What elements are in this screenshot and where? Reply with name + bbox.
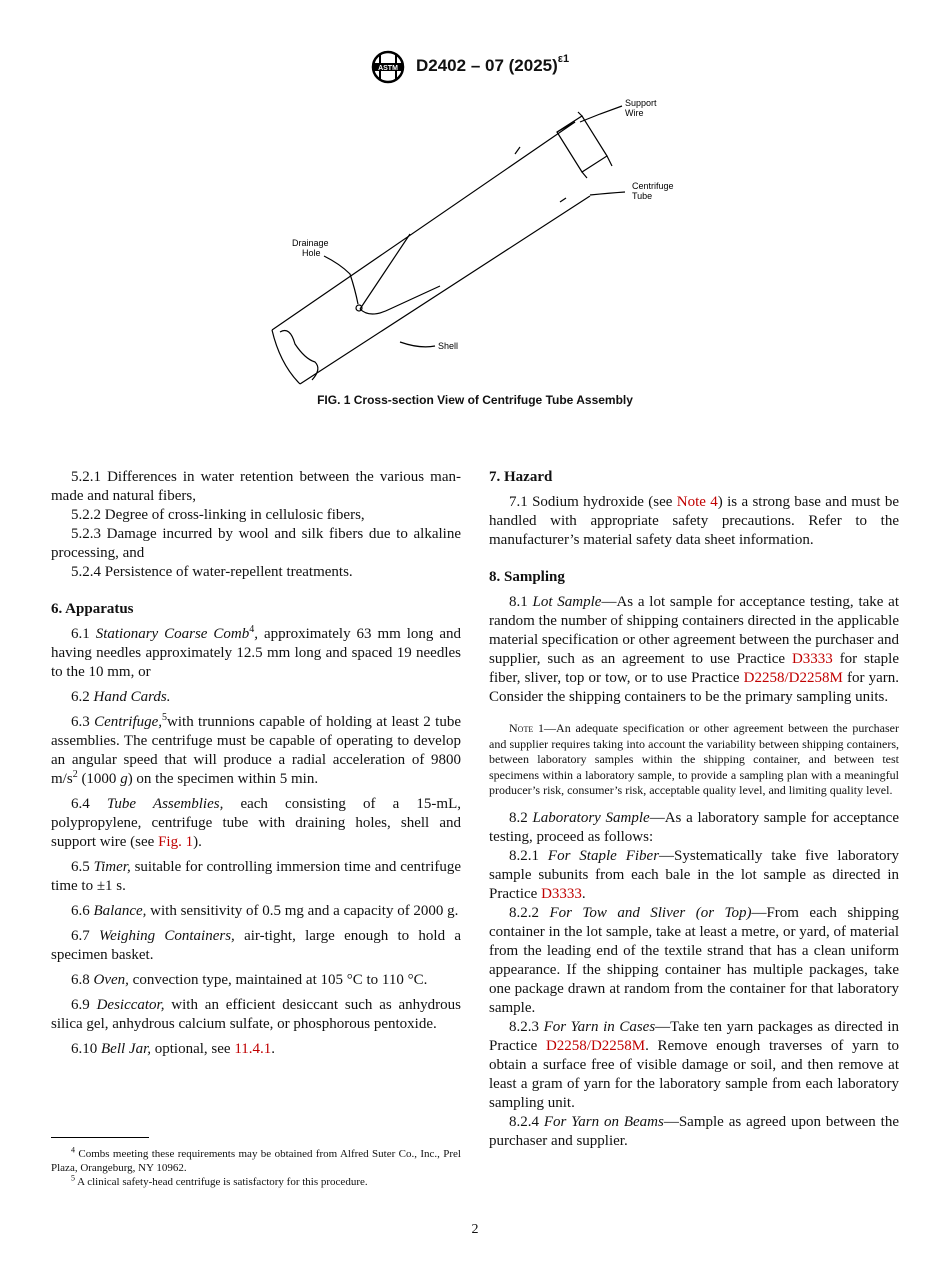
link-d2258-2[interactable]: D2258/D2258M — [545, 1037, 646, 1054]
para-6-1: 6.1 Stationary Coarse Comb$^4$, approximately 63 mm long and having needles approximately 12.5 mm long and spaced 19 needles to the 10 mm, or — [51, 624, 461, 680]
left-column — [51, 468, 461, 1059]
link-d3333-2[interactable]: D3333 — [541, 885, 582, 902]
note-1: Note 1—An adequate specification or other agreement between the purchaser and supplier requires taking into account the variability between shipping containers, between laboratory samples within the shipping container, and between test specimens within a laboratory sample, to provide a sampling plan with a meaningful producer’s risk, consumer’s risk, acceptable quality level, and limiting quality level. — [489, 721, 900, 798]
para-6-3: 6.3 Centrifuge,$^5$with trunnions capable of holding at least 2 tube assemblies. The centrifuge must be capable of operating to develop an angular speed that will produce a radial acceleration of 9800 $m/s^2$ (1000 g) on the specimen within 5 min. — [51, 712, 461, 787]
para-6-5: 6.5 Timer, suitable for controlling immersion time and centrifuge time to ±1 s. — [51, 859, 462, 894]
link-fig-1[interactable]: Fig. 1 — [158, 834, 194, 850]
para-8-2-3: 8.2.3 For Yarn in Cases—Take ten yarn packages as directed in Practice D2258/D2258M. Remove enough traverses of yarn to obtain a surface free of visible damage or soil, and then remove at least a gram of yarn for the laboratory sample from each laboratory sampling unit. — [489, 1018, 900, 1111]
para-5-2-1: 5.2.1 Differences in water retention between the various man-made and natural fibers, — [51, 469, 461, 504]
para-6-10: 6.10 Bell Jar, optional, see 11.4.1. — [71, 1041, 276, 1057]
link-d2258[interactable]: D2258/D2258M — [743, 670, 843, 686]
label-centrifuge-tube-line1: Centrifuge — [632, 181, 674, 191]
designation-superscript: ε1 — [557, 53, 570, 66]
label-drainage-hole-line2: Hole — [302, 248, 321, 258]
para-6-9: 6.9 Desiccator, with an efficient desiccant such as anhydrous silica gel, anhydrous calcium sulfate, or phosphorous pentoxide. — [51, 997, 462, 1032]
figure-caption: FIG. 1 Cross-section View of Centrifuge Tube Assembly — [317, 393, 633, 407]
para-6-2: 6.2 Hand Cards. — [71, 689, 171, 705]
footnote-divider — [51, 1137, 149, 1138]
label-support-wire-line1: Support — [625, 98, 657, 108]
section-heading-sampling: 8. Sampling — [489, 569, 565, 585]
para-8-2-2: 8.2.2 For Tow and Sliver (or Top)—From each shipping container in the lot sample, take at least a metre, or yard, of material from the leading end of the textile strand that has a clean uniform appearance. If the shipping container has multiple packages, take one package drawn at random from the container for that laboratory sample. — [489, 904, 899, 1016]
para-8-2-1: 8.2.1 For Staple Fiber—Systematically take five laboratory sample subunits from each bale in the lot sample as directed in Practice D3333. — [489, 847, 899, 902]
page-number: 2 — [471, 1222, 479, 1237]
para-6-8: 6.8 Oven, convection type, maintained at 105 °C to 110 °C. — [71, 972, 428, 988]
para-8-1: 8.1 Lot Sample—As a lot sample for acceptance testing, take at random the number of shipping containers directed in the applicable material specification or other agreement between the purchaser and supplier, such as an agreement to use Practice D3333 for staple fiber, sliver, top or tow, or to use Practice D2258/D2258M for yarn. Consider the shipping containers to be the primary sampling units. — [489, 594, 900, 705]
label-shell: Shell — [438, 341, 459, 351]
footnotes — [51, 1137, 461, 1189]
label-support-wire-line2: Wire — [625, 108, 644, 118]
page-header — [0, 50, 950, 86]
section-heading-apparatus: 6. Apparatus — [51, 601, 134, 617]
link-11-4-1[interactable]: 11.4.1 — [234, 1041, 272, 1057]
para-8-2-4: 8.2.4 For Yarn on Beams—Sample as agreed upon between the purchaser and supplier. — [489, 1113, 900, 1149]
footnote-4: $^4$ Combs meeting these requirements may be obtained from Alfred Suter Co., Inc., Prel Plaza, Orangeburg, NY 10962. — [51, 1145, 461, 1174]
right-column — [489, 468, 899, 1151]
para-7-1: 7.1 Sodium hydroxide (see Note 4) is a strong base and must be handled with appropriate safety precautions. Refer to the manufacturer’s material safety data sheet information. — [489, 494, 899, 548]
link-note-4[interactable]: Note 4 — [676, 494, 718, 510]
designation-text: D2402 – 07 (2025) — [416, 56, 558, 75]
logo-text: ASTM — [378, 65, 398, 72]
document-designation — [416, 53, 570, 76]
link-d3333[interactable]: D3333 — [791, 651, 833, 667]
footnote-ref-5[interactable]: 5 — [162, 712, 168, 723]
para-5-2-3: 5.2.3 Damage incurred by wool and silk fibers due to alkaline processing, and — [51, 526, 461, 561]
astm-logo-icon — [371, 50, 409, 84]
para-5-2-2: 5.2.2 Degree of cross-linking in cellulosic fibers, — [71, 507, 365, 523]
para-5-2-4: 5.2.4 Persistence of water-repellent treatments. — [71, 564, 353, 580]
para-6-7: 6.7 Weighing Containers, air-tight, large enough to hold a specimen basket. — [51, 928, 461, 963]
figure-centrifuge-tube — [260, 94, 700, 394]
section-heading-hazard: 7. Hazard — [489, 469, 553, 485]
para-8-2: 8.2 Laboratory Sample—As a laboratory sample for acceptance testing, proceed as follows: — [489, 809, 899, 845]
para-6-6: 6.6 Balance, with sensitivity of 0.5 mg and a capacity of 2000 g. — [71, 903, 459, 919]
label-centrifuge-tube-line2: Tube — [632, 191, 653, 201]
para-6-4: 6.4 Tube Assemblies, each consisting of a 15-mL, polypropylene, centrifuge tube with draining holes, shell and support wire (see Fig. 1). — [51, 796, 462, 850]
footnote-5: $^5$ A clinical safety-head centrifuge is satisfactory for this procedure. — [71, 1173, 368, 1188]
footnote-ref-4[interactable]: 4 — [249, 624, 255, 635]
label-drainage-hole-line1: Drainage — [292, 238, 329, 248]
